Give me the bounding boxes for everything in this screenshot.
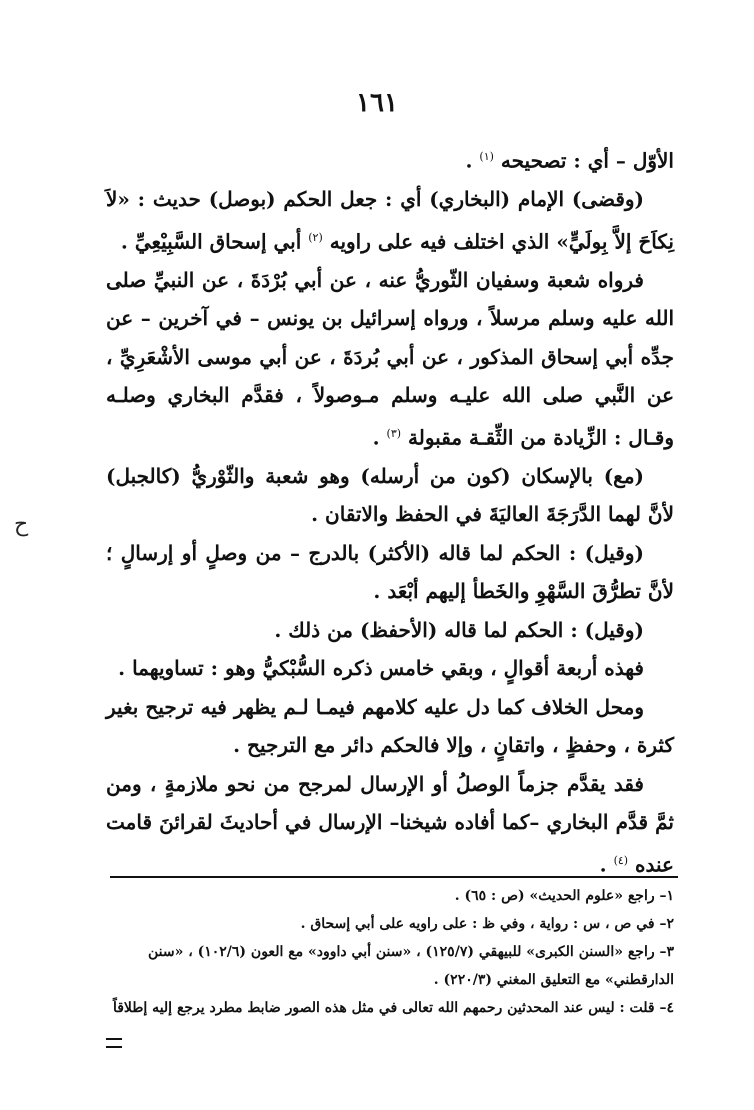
paragraph: فهذه أربعة أقوالٍ ، وبقي خامس ذكره السُّبْكيُّ وهو : تساويهما . <box>118 656 644 681</box>
text-line: الأوّل – أي : تصحيحه <box>500 148 674 173</box>
paragraph: (وقيل) : الحكم لما قاله (الأحفظ) من ذلك . <box>274 617 644 642</box>
paragraph <box>106 261 674 457</box>
text-line: أبي إسحاق السَّبِيْعِيِّ . <box>120 229 302 254</box>
footnote-ref: (٢) <box>308 230 323 244</box>
footnotes <box>106 882 674 1022</box>
margin-note: ح <box>14 512 29 537</box>
paragraph: (مع) بالإسكان (كون من أرسله) وهو شعبة والثّوْريُّ (كالجبل) لأنَّ لهما الدَّرَجَةَ العاليَةَ في الحفظ والاتقان . <box>106 463 674 527</box>
footnote-ref: (٣) <box>386 426 402 440</box>
footnote: ١– راجع «علوم الحديث» (ص : ٦٥) . <box>454 888 674 904</box>
paragraph <box>106 765 674 884</box>
text-line: . <box>599 852 607 877</box>
footnote-divider <box>110 876 678 878</box>
paragraph <box>106 138 674 180</box>
paragraph: (وقيل) : الحكم لما قاله (الأكثر) بالدرج – من وصلٍ أو إرسالٍ ؛ لأنَّ تطرُّقَ السَّهْوِ والخَطأ إليهم أبْعَد . <box>106 540 674 604</box>
footnote-ref: (٤) <box>613 853 629 867</box>
footnote: ٣– راجع «السنن الكبرى» للبيهقي (١٢٥/٧) ، «سنن أبي داوود» مع العون (١٠٢/٦) ، «سنن الدارقطني» مع التعليق المغني (٢٢٠/٣) . <box>147 944 674 988</box>
paragraph: ومحل الخلاف كما دل عليه كلامهم فيمـا لـم يظهر فيه ترجيح بغير كثرة ، وحفظٍ ، واتقانٍ ، وإلا فالحكم دائر مع الترجيح . <box>106 694 674 758</box>
continuation-mark <box>106 1038 122 1048</box>
footnote: ٤– قلت : ليس عند المحدثين رحمهم الله تعالى في مثل هذه الصور ضابط مطرد يرجع إليه إطلاقاً <box>112 1000 674 1016</box>
text-line: فرواه شعبة وسفيان الثّوريُّ عنه ، عن أبي بُرْدَةَ ، عن النبيِّ صلى الله عليه وسلم مرسلاً ، ورواه إسرائيل بن يونس – في آخرين – عن جدِّه أبي إسحاق المذكور ، عن أبي بُردَةَ ، عن أبي موسى الأشْعَرِيِّ ، عن النَّبي صلى الله عليـه وسلم مـوصولاً ، فقدَّم البخاري وصلـه وقـال : الزِّيادة من الثِّقـة مقبولة <box>106 267 674 450</box>
footnote: ٢– في ص ، س : رواية ، وفي ظ : على راويه على أبي إسحاق . <box>300 916 674 932</box>
text-line: فقد يقدَّم جزماً الوصلُ أو الإرسال لمرجح من نحو ملازمةٍ ، ومن ثمَّ قدَّم البخاري –كما أفاده شيخنا– الإرسال في أحاديثَ لقرائنَ قامت عنده <box>106 771 674 877</box>
main-text <box>106 138 674 884</box>
text-line: (وقضى) الإمام (البخاري) أي : جعل الحكم (بوصل) حديث : «لاَ نِكاَحَ إلاَّ بِولَيٍّ» الذي اختلف فيه على راويه <box>106 187 674 254</box>
paragraph <box>106 180 674 261</box>
page-number: ١٦١ <box>356 88 398 118</box>
footnote-ref: (١) <box>479 150 494 163</box>
text-line: . <box>465 148 473 173</box>
text-line: . <box>372 425 380 450</box>
